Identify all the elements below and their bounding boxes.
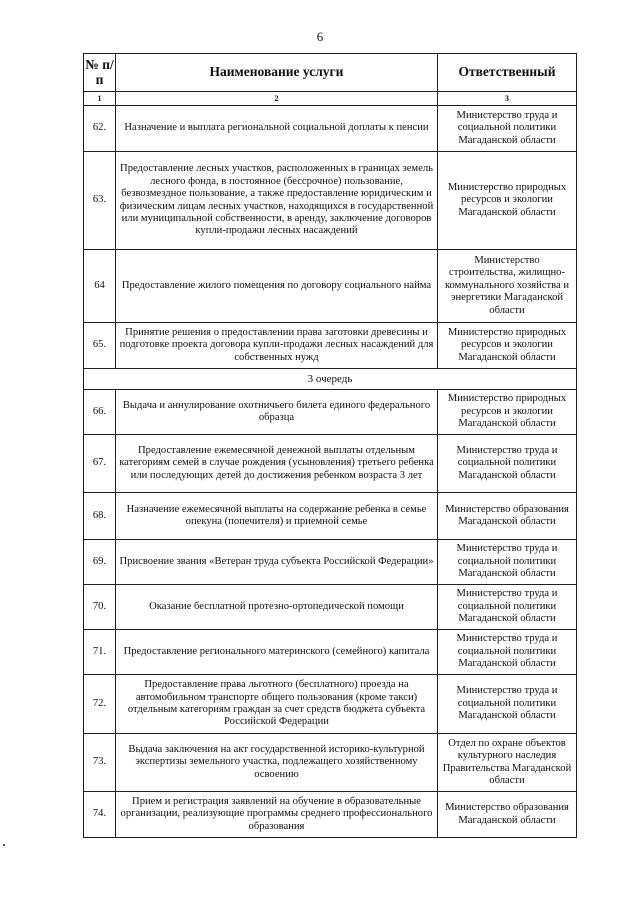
row-service: Прием и регистрация заявлений на обучение в образовательные организации, реализующие программы среднего профессионального образования	[116, 792, 438, 838]
header-row	[84, 54, 577, 92]
row-service: Предоставление регионального материнского (семейного) капитала	[116, 630, 438, 675]
row-service: Предоставление лесных участков, расположенных в границах земель лесного фонда, в постоянное (бессрочное) пользование, безвозмездное пользование, а также предоставление юридическим и физическим лицам лесных участков, находящихся в государственной или муниципальной собственности, в аренду, заключение договоров купли-продажи лесных насаждений	[116, 152, 438, 250]
row-responsible: Министерство природных ресурсов и экологии Магаданской области	[438, 390, 577, 435]
queue-row	[84, 369, 577, 390]
row-responsible: Министерство труда и социальной политики Магаданской области	[438, 435, 577, 493]
row-service: Принятие решения о предоставлении права заготовки древесины и подготовке проекта договора купли-продажи лесных насаждений для собственных нужд	[116, 323, 438, 369]
services-table	[83, 53, 577, 838]
row-number: 74.	[84, 792, 116, 838]
row-responsible: Министерство природных ресурсов и экологии Магаданской области	[438, 152, 577, 250]
column-index-row	[84, 92, 577, 106]
row-number: 65.	[84, 323, 116, 369]
row-responsible: Отдел по охране объектов культурного наследия Правительства Магаданской области	[438, 734, 577, 792]
table-row	[84, 734, 577, 792]
row-number: 71.	[84, 630, 116, 675]
row-service: Назначение ежемесячной выплаты на содержание ребенка в семье опекуна (попечителя) и приемной семье	[116, 493, 438, 540]
row-number: 62.	[84, 106, 116, 152]
table-row	[84, 250, 577, 323]
table-row	[84, 540, 577, 585]
column-index-2: 2	[116, 92, 438, 106]
row-responsible: Министерство труда и социальной политики Магаданской области	[438, 630, 577, 675]
header-num: № п/п	[84, 54, 116, 92]
row-responsible: Министерство труда и социальной политики Магаданской области	[438, 106, 577, 152]
row-service: Предоставление права льготного (бесплатного) проезда на автомобильном транспорте общего пользования (кроме такси) отдельным категориям граждан за счет средств бюджета субъекта Российской Федерации	[116, 675, 438, 734]
table-row	[84, 493, 577, 540]
row-service: Оказание бесплатной протезно-ортопедической помощи	[116, 585, 438, 630]
row-number: 68.	[84, 493, 116, 540]
header-service: Наименование услуги	[116, 54, 438, 92]
row-service: Выдача заключения на акт государственной историко-культурной экспертизы земельного участка, подлежащего хозяйственному освоению	[116, 734, 438, 792]
column-index-1: 1	[84, 92, 116, 106]
row-number: 70.	[84, 585, 116, 630]
row-number: 72.	[84, 675, 116, 734]
table-row	[84, 390, 577, 435]
row-responsible: Министерство строительства, жилищно-коммунального хозяйства и энергетики Магаданской области	[438, 250, 577, 323]
row-number: 69.	[84, 540, 116, 585]
table-row	[84, 323, 577, 369]
table-row	[84, 792, 577, 838]
table-row	[84, 675, 577, 734]
row-service: Предоставление ежемесячной денежной выплаты отдельным категориям семей в случае рождения (усыновления) третьего ребенка или последующих детей до достижения ребенком возраста 3 лет	[116, 435, 438, 493]
row-responsible: Министерство образования Магаданской области	[438, 493, 577, 540]
row-responsible: Министерство труда и социальной политики Магаданской области	[438, 585, 577, 630]
table-row	[84, 585, 577, 630]
row-service: Предоставление жилого помещения по договору социального найма	[116, 250, 438, 323]
row-responsible: Министерство труда и социальной политики Магаданской области	[438, 675, 577, 734]
page-number: 6	[316, 29, 324, 44]
row-responsible: Министерство образования Магаданской области	[438, 792, 577, 838]
row-service: Назначение и выплата региональной социальной доплаты к пенсии	[116, 106, 438, 152]
row-number: 64	[84, 250, 116, 323]
table-row	[84, 152, 577, 250]
row-service: Присвоение звания «Ветеран труда субъекта Российской Федерации»	[116, 540, 438, 585]
table-row	[84, 106, 577, 152]
row-number: 67.	[84, 435, 116, 493]
row-number: 73.	[84, 734, 116, 792]
row-service: Выдача и аннулирование охотничьего билета единого федерального образца	[116, 390, 438, 435]
row-responsible: Министерство природных ресурсов и экологии Магаданской области	[438, 323, 577, 369]
column-index-3: 3	[438, 92, 577, 106]
row-number: 63.	[84, 152, 116, 250]
table-row	[84, 630, 577, 675]
queue-label: 3 очередь	[84, 369, 577, 390]
header-responsible: Ответственный	[438, 54, 577, 92]
table-row	[84, 435, 577, 493]
row-responsible: Министерство труда и социальной политики Магаданской области	[438, 540, 577, 585]
row-number: 66.	[84, 390, 116, 435]
margin-speck	[3, 844, 5, 846]
